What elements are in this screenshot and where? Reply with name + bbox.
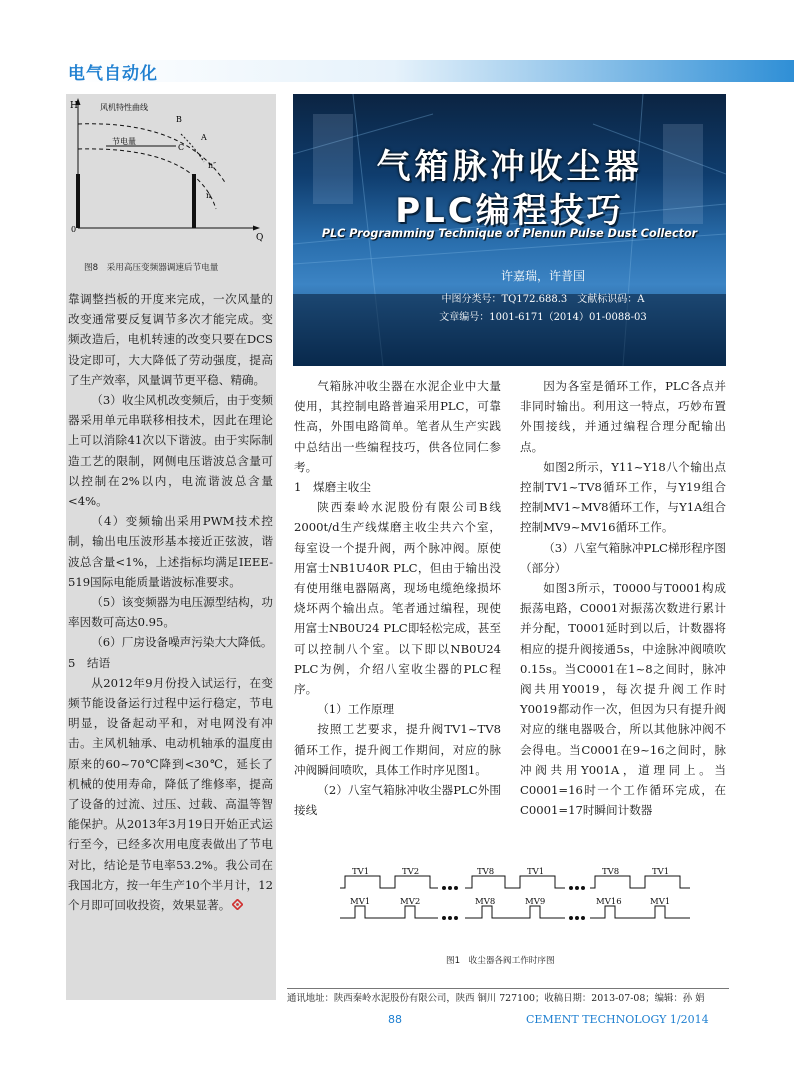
timing-label-tv2: TV2 <box>402 867 420 877</box>
timing-label-tv1-c: TV1 <box>652 867 670 877</box>
timing-label-mv1: MV1 <box>350 897 371 907</box>
fig8-curve-n: n <box>206 191 212 200</box>
right-column <box>520 376 726 820</box>
paragraph <box>294 497 501 699</box>
fig8-axis-x: Q <box>256 233 264 243</box>
journal-name: CEMENT TECHNOLOGY 1/2014 <box>526 1013 709 1026</box>
figure1-timing-diagram <box>340 866 710 926</box>
timing-label-mv9: MV9 <box>525 897 546 907</box>
timing-label-tv8: TV8 <box>477 867 495 877</box>
paragraph <box>68 511 273 592</box>
paragraph-text: （4）变频输出采用PWM技术控制，输出电压波形基本接近正弦波，谐波总含量<1%，上述指标均满足IEEE-519国际电能质量谐波标准要求。 <box>68 514 273 589</box>
header-band <box>66 60 794 82</box>
paragraph <box>520 457 726 538</box>
figure8-caption: 图8 采用高压变频器调速后节电量 <box>84 263 219 273</box>
timing-label-mv2: MV2 <box>400 897 421 907</box>
timing-label-mv8: MV8 <box>475 897 496 907</box>
paragraph <box>68 673 273 915</box>
paragraph <box>520 578 726 820</box>
middle-column <box>294 376 501 820</box>
paragraph <box>68 592 273 632</box>
page-number: 88 <box>388 1013 402 1026</box>
paragraph-text: 1 煤磨主收尘 <box>294 480 371 495</box>
title-banner <box>293 94 726 366</box>
paragraph-text: （6）厂房设备噪声污染大大降低。 <box>91 635 273 650</box>
timing-label-mv1-b: MV1 <box>650 897 671 907</box>
fig8-curve-n2: n″ <box>208 161 217 170</box>
paragraph <box>294 719 501 780</box>
paragraph <box>520 538 726 578</box>
paragraph <box>68 390 273 511</box>
paragraph-text: 陕西秦岭水泥股份有限公司B线2000t/d生产线煤磨主收尘共六个室，每室设一个提升阀，两个脉冲阀。原使用富士NB1U40R PLC，但由于输出没有使用继电器隔离，现场电缆绝缘损坏烧坏两个输出点。笔者通过编程，现使用富士NB0U24 PLC即轻松完成，甚至可以控制八个室。以下即以NB0U24 PLC为例，介绍八室收尘器的PLC程序。 <box>294 500 501 697</box>
figure8-chart <box>66 94 276 264</box>
paragraph-text: 如图3所示，T0000与T0001构成振荡电路，C0001对振荡次数进行累计并分配，T0001延时到以后，计数器将相应的提升阀接通5s，中途脉冲阀喷吹0.15s。当C0001在1~8之间时，脉冲阀共用Y0019，每次提升阀工作时Y0019都动作一次，但因为只有提升阀对应的继电器吸合，所以其他脉冲阀不会得电。当C0001在9~16之间时，脉冲阀共用Y001A，道理同上。当C0001=16时一个工作循环完成，在C0001=17时瞬间计数器 <box>520 581 726 818</box>
paragraph-text: 如图2所示，Y11~Y18八个输出点控制TV1~TV8循环工作，与Y19组合控制MV1~MV8循环工作，与Y1A组合控制MV9~MV16循环工作。 <box>520 459 726 535</box>
paragraph <box>294 699 501 719</box>
fig8-point-c: C <box>178 143 185 152</box>
fig8-fan-label: 风机特性曲线 <box>100 103 148 112</box>
section-heading <box>68 653 273 673</box>
paragraph-text: 5 结语 <box>68 655 111 670</box>
left-column <box>68 289 273 915</box>
paragraph <box>294 780 501 820</box>
english-title: PLC Programming Technique of Plenun Pulse Dust Collector <box>321 227 698 240</box>
section-heading <box>294 477 501 497</box>
paragraph-text: （3）八室气箱脉冲PLC梯形程序图（部分） <box>520 540 726 575</box>
authors: 许嘉瑞，许普国 <box>500 269 585 283</box>
fig8-axis-y: H <box>70 101 78 111</box>
fig8-throttle-label: 节电量 <box>112 137 136 146</box>
paragraph-text: （3）收尘风机改变频后，由于变频器采用单元串联移相技术，因此在理论上可以消除41次以下谐波。由于实际制造工艺的限制，网侧电压谐波总含量可以控制在2%以内，电流谐波总含量<4%。 <box>68 393 273 509</box>
paragraph <box>520 376 726 457</box>
title-line-1: 气箱脉冲收尘器 <box>376 147 643 187</box>
paragraph-text: （2）八室气箱脉冲收尘器PLC外围接线 <box>294 783 501 818</box>
paragraph-text: 按照工艺要求，提升阀TV1~TV8循环工作，提升阀工作期间，对应的脉冲阀瞬间喷吹，具体工作时序见图1。 <box>294 722 501 777</box>
figure1-caption: 图1 收尘器各阀工作时序图 <box>446 956 555 966</box>
article-number: 文章编号：1001-6171（2014）01-0088-03 <box>439 312 647 323</box>
paragraph <box>68 632 273 652</box>
fig8-origin: 0 <box>71 225 77 234</box>
paragraph-text: （5）该变频器为电压源型结构，功率因数可高达0.95。 <box>68 595 273 630</box>
timing-label-tv8-b: TV8 <box>602 867 620 877</box>
paragraph <box>68 289 273 390</box>
section-title: 电气自动化 <box>68 64 158 84</box>
paragraph-text: 从2012年9月份投入试运行，在变频节能设备运行过程中运行稳定，节电明显，设备起动平和，对电网没有冲击。主风机轴承、电动机轴承的温度由原来的60~70℃降到<30℃，延长了机械的使用寿命，降低了维修率，提高了设备的过流、过压、过载、高温等智能保护。从2013年3月19日开始正式运行至今，已经多次用电度表做出了节电对比，结论是节电率53.2%。我公司在我国北方，按一年生产10个半月计，12个月即可回收投资，效果显著。 <box>68 675 273 913</box>
fig8-point-b: B <box>176 115 182 124</box>
paragraph <box>294 376 501 477</box>
end-mark-icon <box>232 899 243 910</box>
title-line-2: PLC编程技巧 <box>395 191 624 231</box>
footer-contact: 通讯地址：陕西秦岭水泥股份有限公司，陕西 铜川 727100；收稿日期：2013-07-08；编辑：孙 娟 <box>287 993 705 1004</box>
paragraph-text: 靠调整挡板的开度来完成，一次风量的改变通常要反复调节多次才能完成。变频改造后，电机转速的改变只要在DCS设定即可，大大降低了劳动强度，提高了生产效率，风量调节更平稳、精确。 <box>68 292 273 387</box>
timing-label-tv1: TV1 <box>352 867 370 877</box>
paragraph-text: （1）工作原理 <box>317 702 395 717</box>
paragraph-text: 因为各室是循环工作，PLC各点并非同时输出。利用这一特点，巧妙布置外围接线，并通过编程合理分配输出点。 <box>520 379 726 454</box>
paragraph-text: 气箱脉冲收尘器在水泥企业中大量使用，其控制电路普遍采用PLC，可靠性高，外围电路简单。笔者从生产实践中总结出一些编程技巧，供各位同仁参考。 <box>294 379 501 474</box>
footer-rule <box>287 988 729 989</box>
timing-label-tv1-b: TV1 <box>527 867 545 877</box>
timing-label-mv16: MV16 <box>596 897 622 907</box>
classification: 中图分类号：TQ172.688.3 文献标识码：A <box>441 294 645 305</box>
fig8-point-a: A <box>201 133 207 142</box>
